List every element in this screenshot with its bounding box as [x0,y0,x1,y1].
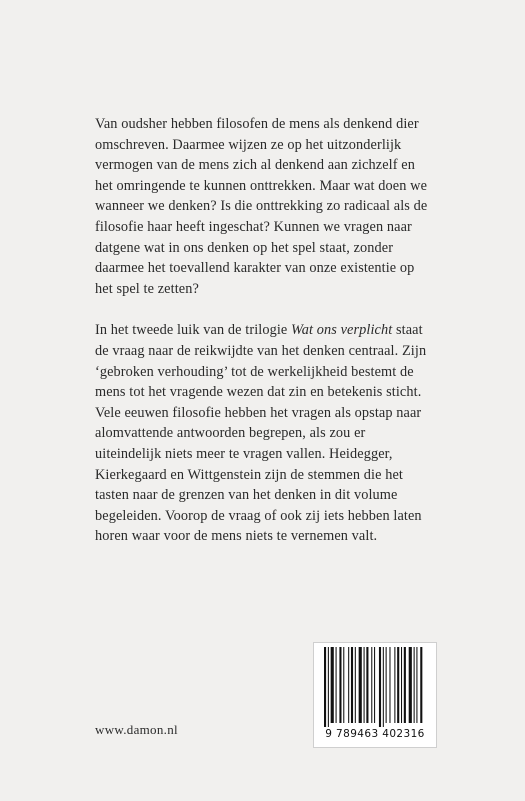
barcode-bars-icon [324,647,426,727]
blurb-paragraph-2-start: In het tweede luik van de trilogie [95,322,292,339]
blurb-paragraph-2-end: staat de vraag naar de reikwijdte van het denken centraal. Zijn ‘gebroken verhouding’ tot de werkelijkheid bestemt de mens tot het vragende wezen dat zin en betekenis sticht. Vele eeuwen filosofie hebben het vragen als opstap naar alomvattende antwoorden begrepen, als zou er uiteindelijk niets meer te vragen vallen. Heidegger, Kierkegaard en Wittgenstein zijn de stemmen die het tasten naar de grenzen van het denken in dit volume begeleiden. Voorop de vraag of ook zij iets hebben laten horen waar voor de mens niets te vernemen valt. [95,322,427,545]
publisher-website: www.damon.nl [95,722,178,737]
blurb-text [95,114,435,547]
blurb-paragraph-1: Van oudsher hebben filosofen de mens als denkend dier omschreven. Daarmee wijzen ze op het uitzonderlijk vermogen van de mens zich al denkend aan zichzelf en het omringende te kunnen onttrekken. Maar wat doen we wanneer we denken? Is die onttrekking zo radicaal als de filosofie haar heeft ingeschat? Kunnen we vragen naar datgene wat in ons denken op het spel staat, zonder daarmee het toevallend karakter van onze existentie op het spel te zetten? [95,116,428,297]
blurb-paragraph-2 [95,320,435,547]
isbn-digits: 9 789463 402316 [325,728,425,740]
series-title: Wat ons verplicht [291,322,393,339]
barcode [313,642,437,748]
